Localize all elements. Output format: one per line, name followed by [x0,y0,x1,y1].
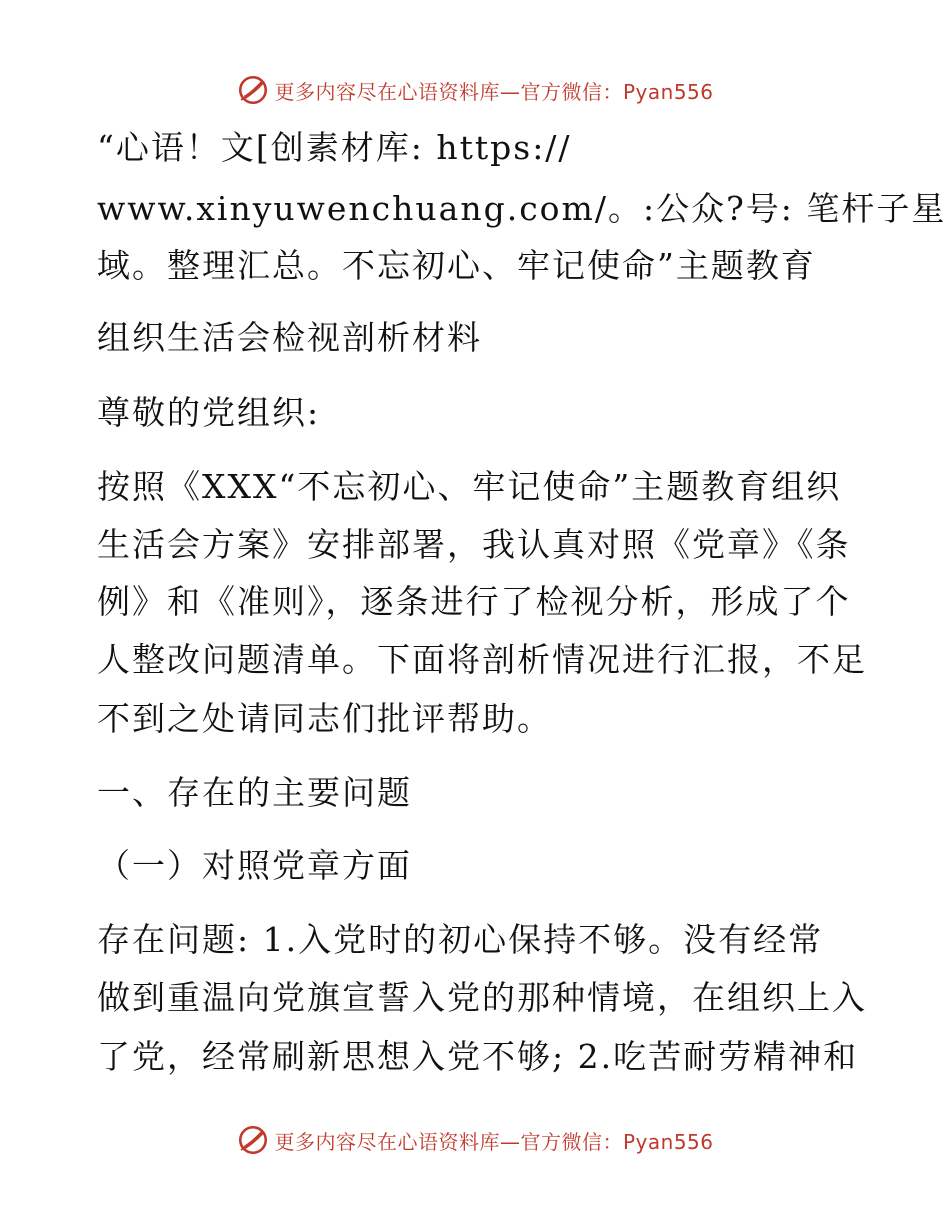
doc-line-5: 尊敬的党组织: [97,393,321,432]
brush-logo-icon [236,1123,270,1157]
doc-line-7: 生活会方案》安排部署，我认真对照《党章》《条 [97,525,851,564]
watermark-main: 更多内容尽在心语资料库 [274,79,500,104]
doc-line-4: 组织生活会检视剖析材料 [97,318,482,357]
watermark-dash: — [499,1129,521,1154]
doc-line-1: “心语！文[创素材库: https:// [97,128,572,167]
doc-line-11: 一、存在的主要问题 [97,773,412,812]
doc-line-14: 做到重温向党旗宣誓入党的那种情境，在组织上入 [97,978,867,1017]
watermark-text [274,76,713,105]
doc-line-6: 按照《XXX“不忘初心、牢记使命”主题教育组织 [97,467,842,506]
doc-line-2: www.xinyuwenchuang.com/。:公众?号: 笔杆子星 [97,189,947,228]
brush-logo-icon [236,73,270,107]
watermark-account: Pyan556 [622,1129,714,1154]
doc-line-13: 存在问题: 1.入党时的初心保持不够。没有经常 [97,920,824,959]
doc-line-10: 不到之处请同志们批评帮助。 [97,699,552,738]
doc-line-8: 例》和《准则》，逐条进行了检视分析，形成了个 [97,582,851,621]
doc-line-9: 人整改问题清单。下面将剖析情况进行汇报，不足 [97,640,867,679]
doc-line-15: 了党，经常刷新思想入党不够; 2.吃苦耐劳精神和 [97,1037,859,1076]
watermark-text [274,1126,713,1155]
footer-watermark [0,1120,950,1160]
watermark-account: Pyan556 [622,79,714,104]
watermark-dash: — [499,79,521,104]
doc-line-12: （一）对照党章方面 [97,846,412,885]
watermark-label: 官方微信： [520,1129,623,1154]
doc-line-3: 域。整理汇总。不忘初心、牢记使命”主题教育 [97,246,816,285]
watermark-label: 官方微信： [520,79,623,104]
watermark-main: 更多内容尽在心语资料库 [274,1129,500,1154]
header-watermark [0,70,950,110]
